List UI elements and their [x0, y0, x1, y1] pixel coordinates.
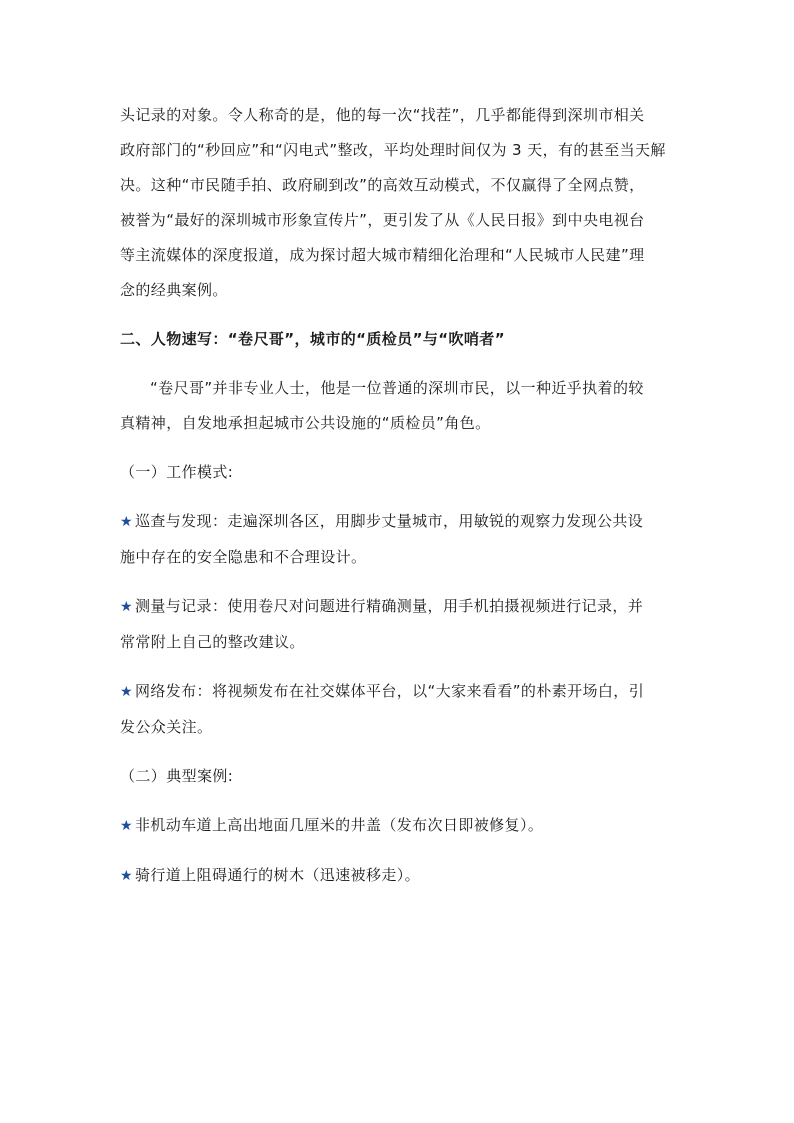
- text-line: 头记录的对象。令人称奇的是，他的每一次“找茬”，几乎都能得到深圳市相关: [120, 106, 645, 124]
- star-icon: ★: [120, 818, 133, 834]
- list-item: [120, 674, 680, 745]
- list-item: [120, 858, 680, 894]
- list-item-text: 测量与记录：使用卷尺对问题进行精确测量，用手机拍摄视频进行记录，并: [134, 597, 644, 615]
- text-line: 施中存在的安全隐患和不合理设计。: [120, 548, 367, 566]
- list-item: [120, 589, 680, 660]
- star-icon: ★: [120, 868, 133, 884]
- text-line: [120, 589, 680, 625]
- text-line: 真精神，自发地承担起城市公共设施的“质检员”角色。: [120, 414, 491, 432]
- star-icon: ★: [120, 514, 133, 530]
- text-line: 政府部门的“秒回应”和“闪电式”整改，平均处理时间仅为 3 天，有的甚至当天解: [120, 141, 666, 159]
- star-icon: ★: [120, 599, 133, 615]
- list-item-text: 巡查与发现：走遍深圳各区，用脚步丈量城市，用敏锐的观察力发现公共设: [134, 512, 644, 530]
- subsection-heading-work-mode: （一）工作模式:: [120, 463, 234, 481]
- list-item: [120, 808, 680, 844]
- text-line: 发公众关注。: [120, 718, 213, 736]
- intro-paragraph: [120, 98, 680, 308]
- list-item-text: 骑行道上阻碍通行的树木（迅速被移走）。: [134, 866, 421, 884]
- subsection-heading-cases: （二）典型案例:: [120, 767, 234, 785]
- text-line: “卷尺哥”并非专业人士，他是一位普通的深圳市民，以一种近乎执着的较: [150, 379, 644, 397]
- text-line: [120, 858, 680, 894]
- text-line: 等主流媒体的深度报道，成为探讨超大城市精细化治理和“人民城市人民建”理: [120, 246, 645, 264]
- profile-paragraph: [120, 371, 680, 441]
- list-item-text: 非机动车道上高出地面几厘米的井盖（发布次日即被修复）。: [134, 816, 544, 834]
- list-item-text: 网络发布：将视频发布在社交媒体平台，以“大家来看看”的朴素开场白，引: [134, 682, 645, 700]
- text-line: [120, 504, 680, 540]
- text-line: [120, 674, 680, 710]
- star-icon: ★: [120, 684, 133, 700]
- text-line: [120, 808, 680, 844]
- list-item: [120, 504, 680, 575]
- text-line: 被誉为“最好的深圳城市形象宣传片”，更引发了从《人民日报》到中央电视台: [120, 211, 645, 229]
- text-line: 常常附上自己的整改建议。: [120, 633, 305, 651]
- text-line: 念的经典案例。: [120, 281, 228, 299]
- section-heading: 二、人物速写：“卷尺哥”，城市的“质检员”与“吹哨者”: [120, 330, 505, 348]
- document-body: [120, 98, 680, 908]
- text-line: 决。这种“市民随手拍、政府刷到改”的高效互动模式，不仅赢得了全网点赞，: [120, 176, 645, 194]
